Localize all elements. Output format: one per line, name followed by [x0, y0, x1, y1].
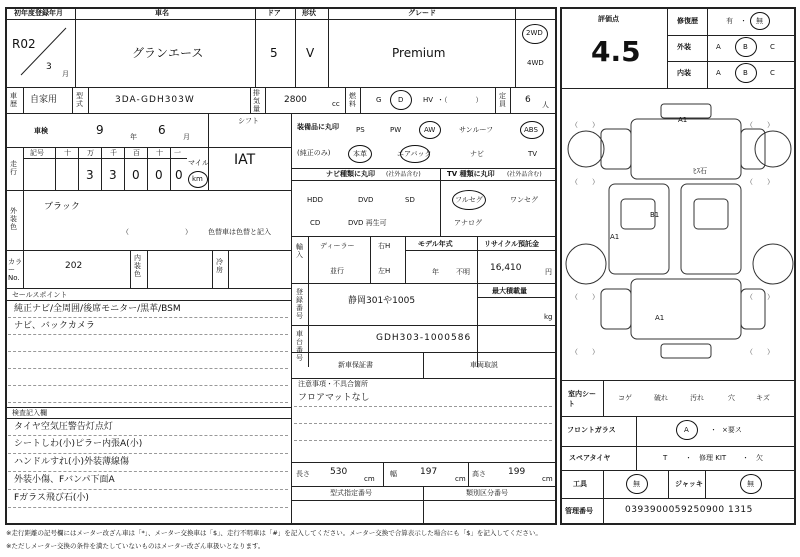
inspector-label: 検査記入欄: [12, 409, 47, 417]
spare-kit: ・ 修理 KIT: [685, 454, 727, 462]
fuel-hv: HV: [423, 96, 434, 104]
import-parallel: 並行: [330, 267, 344, 275]
mile-label: マイル: [188, 159, 209, 167]
sales-line-1: 純正ナビ/全周囲/後席モニター/黒革/BSM: [14, 304, 181, 314]
jack-value: 無: [747, 480, 754, 488]
rating-label: 評価点: [598, 15, 619, 23]
seat-label: 室内シート: [568, 390, 596, 408]
equip-aw: AW: [424, 126, 436, 134]
footer-line-2: ※ただしメーター交換の条件を満たしていないものはメーター改ざん車扱いとなります。: [6, 542, 265, 550]
warranty-new: 新車保証書: [338, 361, 373, 369]
sales-points-label: セールスポイント: [12, 291, 68, 299]
displacement: 2800: [284, 95, 307, 105]
notes-value: フロアマットなし: [298, 393, 370, 403]
capacity-label: 定員: [499, 92, 506, 108]
glass-label: フロントガラス: [567, 426, 616, 434]
tools-value: 無: [633, 480, 640, 488]
svg-text:（ ）: （ ）: [746, 293, 774, 301]
svg-text:（ ）: （ ）: [571, 178, 599, 186]
wheel-rear-left: [566, 244, 606, 284]
inspection-month: 6: [158, 123, 166, 137]
mileage-h0: 十: [64, 149, 71, 157]
svg-text:（ ）: （ ）: [746, 178, 774, 186]
color-no-label: カラーNo.: [8, 258, 22, 282]
capacity: 6: [525, 95, 531, 105]
mileage-d2: 0: [132, 168, 140, 182]
jack-label: ジャッキ: [675, 480, 703, 488]
wheel-rear-right: [753, 244, 793, 284]
reg-month-unit: 月: [62, 70, 69, 78]
mileage-h1: 万: [87, 149, 94, 157]
notes-label: 注意事項・不具合箇所: [298, 380, 368, 388]
mileage-label: 走行: [10, 160, 17, 176]
color-label: 外装色: [10, 207, 17, 231]
rating-value: 4.5: [591, 35, 641, 68]
mileage-h3: 百: [133, 149, 140, 157]
mileage-d4: 0: [175, 168, 183, 182]
ext-grade-b: B: [743, 43, 748, 51]
inspection-month-unit: 月: [183, 133, 190, 141]
registration-label: 登録番号: [296, 288, 303, 320]
repair-yes: 有: [726, 17, 733, 25]
roof-top-view: [631, 116, 741, 179]
class-number-label: 類別区分番号: [466, 489, 508, 497]
int-grade-b: B: [743, 69, 748, 77]
fuel-label: 燃料: [349, 92, 356, 108]
equipment-label: 装備品に丸印: [297, 123, 339, 131]
color-paren: （ ）: [122, 228, 192, 236]
import-label: 輸入: [296, 243, 303, 259]
equip-ps: PS: [356, 126, 365, 134]
glass-replace: ×要ス: [722, 426, 742, 434]
rear-top-view: [631, 279, 741, 339]
svg-text:（ ）: （ ）: [746, 348, 774, 356]
equipment-sublabel: (純正のみ): [297, 149, 331, 157]
shift: IAT: [234, 152, 256, 168]
height-label: 高さ: [472, 470, 486, 478]
length-unit: cm: [364, 475, 375, 483]
equip-sunroof: サンルーフ: [459, 126, 494, 134]
mark-chip: ﾋｽ石: [693, 167, 707, 175]
wheel-front-right: [755, 131, 791, 167]
usage: 自家用: [30, 95, 58, 105]
svg-text:（ ）: （ ）: [571, 121, 599, 129]
length-label: 長さ: [296, 470, 310, 478]
navi-dvd-play: DVD 再生可: [348, 219, 387, 227]
spare-t: T: [663, 454, 668, 462]
mgmt-value: 0393900059250900 1315: [625, 505, 753, 515]
person-unit: 人: [542, 101, 549, 109]
inspector-line-3: ハンドルすれ(小)外装薄線傷: [14, 457, 130, 467]
int-grade-a: A: [716, 69, 721, 77]
car-damage-diagram: [561, 89, 795, 379]
recycle-label: リサイクル預託金: [484, 240, 540, 248]
inspection-label: 車検: [34, 127, 48, 135]
reg-month: 3: [46, 62, 52, 72]
length-value: 530: [330, 467, 348, 477]
width-unit: cm: [455, 475, 466, 483]
seat-tear: 破れ: [654, 394, 668, 402]
width-value: 197: [420, 467, 438, 477]
reg-era: R02: [12, 37, 36, 51]
inspector-line-4: 外装小傷、Fバンパ下面A: [14, 475, 115, 485]
navi-cd: CD: [310, 219, 321, 227]
first-reg-label: 初年度登録年月: [14, 9, 63, 17]
registration-value: 静岡301や1005: [348, 296, 416, 306]
displacement-label: 排気量: [253, 89, 260, 113]
navi-label: ナビ種類に丸印: [326, 170, 375, 178]
equip-pw: PW: [390, 126, 402, 134]
svg-text:（ ）: （ ）: [746, 121, 774, 129]
inspector-line-5: Fガラス飛び石(小): [14, 493, 89, 503]
auction-sheet: 初年度登録年月 車名 ドア 形状 グレード R02 3 月 グランエース 5 V Premium 2WD 4WD 車歴 自家用 型式 3DA-GDH303W 排気量 2800 cc 燃料 G D HV ・（ ） 定員 6 人 車検 9 年 6 月 シフト IAT 走行 記号 十 万 千 百 十 一 3 3 0 0 0 マイル km 外装色 ブラック （ ） 色替車は色替と記入 カラーNo. 202 内装色 冷房 セールスポイント 純正ナビ/全周囲/後席モニター/黒革/BSM ナビ、バックカメラ 検査記入欄 タイヤ空気圧警告灯点灯 シートしわ(小)ピラー内張A(小) ハンドルすれ(小)外装薄線傷 外装小傷、Fバンパ下面A Fガラス飛び石(小) 装備品に丸印 (純正のみ) PS PW AW サンルーフ ABS 本革 エアバック ナビ TV ナビ種類に丸印 (社外品含む) HDD DVD SD CD DVD 再生可 TV 種類に丸印 (社外品含む) フルセグ ワンセグ アナログ 輸入 ディーラー 並行 右H 左H モデル年式 年 不明 リサイクル預託金 16,410 円 登録番号 静岡301や1005 最大積載量 kg 車台番号 GDH303-1000586 新車保証書 車両取説 注意事項・不具合箇所 フロアマットなし 長さ 530 cm 幅 197 cm 高さ 199 cm 型式指定番号 類別区分番号 評価点 4.5 修復歴 有 ・ 無 外装 A B C 内装 A B C （ ） （ ） （ ） （ ） （ ） （ ） （ ） （ ） A1 B1 A1 A1 ﾋｽ石 室内シート コゲ 破れ 汚れ 穴 キズ フロントガラス A ・ ×要ス スペアタイヤ T ・ 修理 KIT ・ 欠 工具 無 ジャッキ 無 管理番号 0393900059250900 1315 ※走行距離の記号欄にはメーター改ざん車は「*」、メーター交換車は「$」、走行不明車は「#」を記入してください。メーター交換で合算表示した場合にも「$」を記入してください。 ※ただしメーター交換の条件を満たしていないものはメーター改ざん車扱いとなります。: [0, 0, 800, 557]
equip-leather: 本革: [353, 150, 367, 158]
grade-label: グレード: [408, 9, 436, 17]
width-label: 幅: [390, 470, 397, 478]
seat-burn: コゲ: [618, 394, 632, 402]
import-right-h: 右H: [378, 242, 391, 250]
navi-sd: SD: [405, 196, 415, 204]
height-value: 199: [508, 467, 526, 477]
fuel-d: D: [398, 96, 404, 104]
tv-type-sub: (社外品含む): [507, 171, 542, 178]
inspection-year: 9: [96, 123, 104, 137]
model-label: 型式: [76, 92, 83, 108]
mark-a1-side: A1: [610, 233, 620, 241]
interior-color-label: 内装色: [134, 254, 141, 278]
inspector-line-2: シートしわ(小)ピラー内張A(小): [14, 439, 143, 449]
color-note: 色替車は色替と記入: [208, 228, 271, 236]
wheel-front-left: [568, 131, 604, 167]
recycle-value: 16,410: [490, 263, 522, 273]
navi-hdd: HDD: [307, 196, 324, 204]
mileage-d1: 3: [109, 168, 117, 182]
ac-label: 冷房: [216, 258, 223, 274]
usage-label: 車歴: [10, 92, 17, 108]
color-value: ブラック: [44, 202, 80, 212]
svg-text:（ ）: （ ）: [571, 348, 599, 356]
equip-navi: ナビ: [470, 150, 484, 158]
svg-text:（ ）: （ ）: [571, 293, 599, 301]
mark-a1-rear: A1: [655, 314, 665, 322]
mark-b1: B1: [650, 211, 660, 219]
km-unit: km: [192, 175, 203, 183]
kg-unit: kg: [544, 313, 553, 321]
doors: 5: [270, 46, 278, 60]
shift-label: シフト: [238, 117, 259, 125]
navi-dvd: DVD: [358, 196, 374, 204]
grade: Premium: [392, 46, 446, 60]
interior-label: 内装: [677, 69, 691, 77]
mileage-symbol-label: 記号: [30, 149, 44, 157]
seat-stain: 汚れ: [690, 394, 704, 402]
navi-sub: (社外品含む): [386, 171, 421, 178]
chassis-label: 車台番号: [296, 330, 303, 362]
fuel-g: G: [376, 96, 382, 104]
model-year-label: モデル年式: [418, 240, 453, 248]
glass-grade: A: [684, 426, 689, 434]
shape: V: [306, 46, 315, 60]
int-grade-c: C: [770, 69, 775, 77]
mgmt-label: 管理番号: [565, 507, 593, 515]
car-name: グランエース: [132, 46, 204, 60]
mileage-d0: 3: [86, 168, 94, 182]
fuel-paren: ・（ ）: [437, 96, 483, 104]
equip-airbag: エアバック: [397, 150, 432, 158]
tv-fullseg: フルセグ: [455, 196, 483, 204]
glass-sep: ・: [710, 426, 717, 434]
inspection-year-unit: 年: [130, 133, 137, 141]
height-unit: cm: [542, 475, 553, 483]
yen-unit: 円: [545, 268, 552, 276]
import-left-h: 左H: [378, 267, 391, 275]
seat-hole: 穴: [728, 394, 735, 402]
sales-line-2: ナビ、バックカメラ: [14, 321, 95, 331]
drive-4wd: 4WD: [527, 59, 544, 67]
shape-label: 形状: [302, 9, 316, 17]
tools-label: 工具: [573, 480, 587, 488]
exterior-label: 外装: [677, 43, 691, 51]
mark-a1-top: A1: [678, 116, 688, 124]
ext-grade-a: A: [716, 43, 721, 51]
tv-type-label: TV 種類に丸印: [447, 170, 495, 178]
cc-unit: cc: [332, 100, 340, 108]
spare-none: ・ 欠: [742, 454, 763, 462]
inspector-line-1: タイヤ空気圧警告灯点灯: [14, 422, 113, 432]
mileage-h5: 一: [174, 149, 181, 157]
mileage-h2: 千: [110, 149, 117, 157]
mileage-h4: 十: [156, 149, 163, 157]
repair-label: 修復歴: [677, 17, 698, 25]
color-no-value: 202: [65, 261, 83, 271]
tv-oneseg: ワンセグ: [510, 196, 538, 204]
drive-2wd: 2WD: [526, 29, 543, 37]
ext-grade-c: C: [770, 43, 775, 51]
repair-no: 無: [756, 17, 763, 25]
footer-line-1: ※走行距離の記号欄にはメーター改ざん車は「*」、メーター交換車は「$」、走行不明車は「#」を記入してください。メーター交換で合算表示した場合にも「$」を記入してください。: [6, 529, 542, 537]
model: 3DA-GDH303W: [115, 95, 195, 105]
model-year-value: 不明: [456, 268, 470, 276]
chassis-value: GDH303-1000586: [376, 333, 472, 343]
max-load-label: 最大積載量: [492, 287, 527, 295]
car-name-label: 車名: [155, 9, 169, 17]
warranty-manual: 車両取説: [470, 361, 498, 369]
equip-tv: TV: [528, 150, 538, 158]
model-year-unit: 年: [432, 268, 439, 276]
mileage-d3: 0: [155, 168, 163, 182]
spare-label: スペアタイヤ: [569, 454, 611, 462]
tv-analog: アナログ: [454, 219, 482, 227]
import-dealer: ディーラー: [320, 242, 355, 250]
equip-abs: ABS: [524, 126, 538, 134]
type-number-label: 型式指定番号: [330, 489, 372, 497]
door-label: ドア: [267, 9, 281, 17]
seat-scratch: キズ: [756, 394, 770, 402]
